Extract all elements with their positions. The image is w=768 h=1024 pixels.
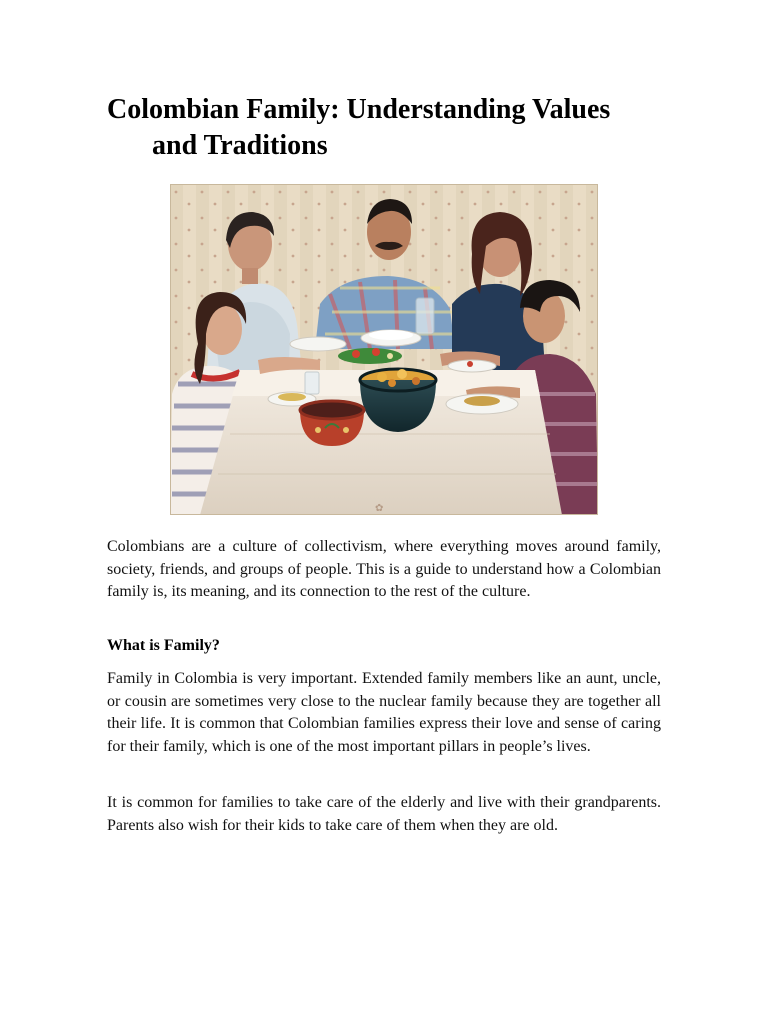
title-line-1: Colombian Family: Understanding Values xyxy=(107,94,611,125)
family-meal-photo xyxy=(170,184,598,515)
page-title xyxy=(107,92,667,164)
title-line-2: and Traditions xyxy=(152,130,328,161)
svg-text:✿: ✿ xyxy=(375,503,384,514)
family-importance-paragraph: Family in Colombia is very important. Extended family members like an aunt, uncle, or cousin are sometimes very close to the nuclear family because they are together all their life. It is common that Colombian families express their love and sense of caring for their family, which is one of the most important pillars in people’s lives. xyxy=(107,670,661,755)
section-heading-what-is-family: What is Family? xyxy=(107,637,220,654)
elderly-care-paragraph: It is common for families to take care of the elderly and live with their grandparents. Parents also wish for their kids to take care of them when they are old. xyxy=(107,794,661,834)
intro-paragraph: Colombians are a culture of collectivism, where everything moves around family, society, friends, and groups of people. This is a guide to understand how a Colombian family is, its meaning, and its connection to the rest of the culture. xyxy=(107,538,661,601)
